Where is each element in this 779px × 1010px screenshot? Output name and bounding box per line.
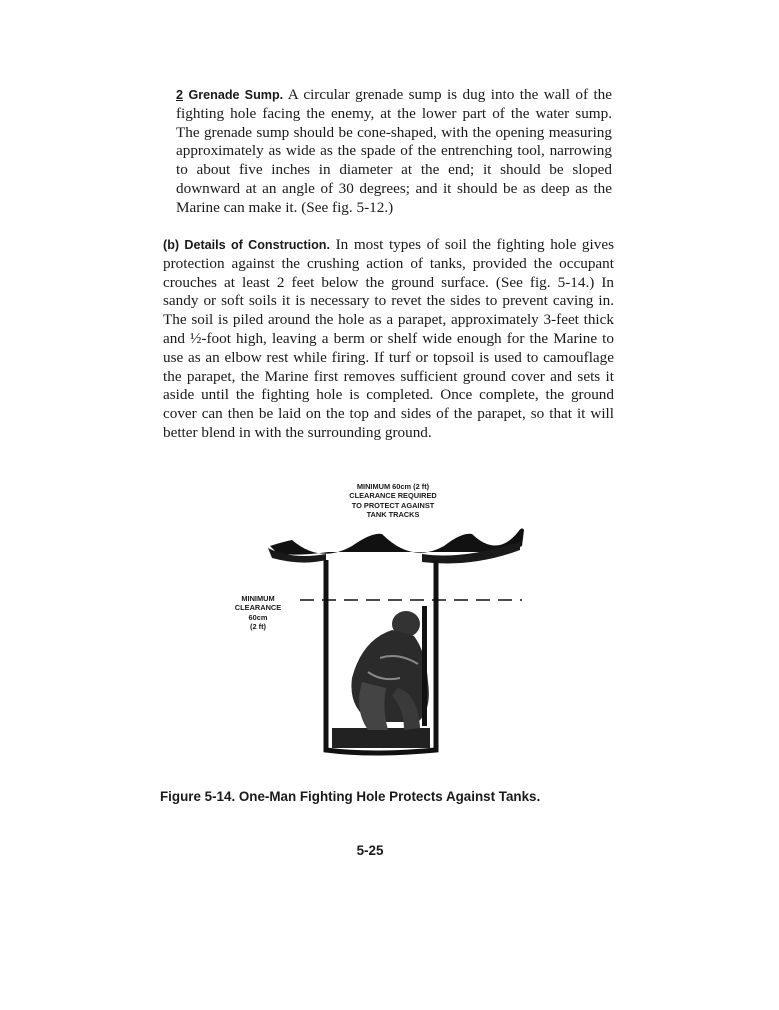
- tank-track-shape: [270, 528, 524, 554]
- paragraph-body: In most types of soil the fighting hole gives protection against the crushing action of tanks, provided the occupant crouches at least 2 feet below the ground surface. (See fig. 5-14.) In sandy or soft soils it is necessary to revet the sides to prevent caving in. The soil is piled around the hole as a parapet, approximately 3-feet thick and ½-foot high, leaving a berm or shelf wide enough for the Marine to use as an elbow rest while firing. If turf or topsoil is used to camouflage the parapet, the Marine first removes sufficient ground cover and sets it aside until the fighting hole is completed. Once complete, the ground cover can then be laid on the top and sides of the parapet, so that it will better blend in with the surrounding ground.: [163, 236, 614, 441]
- paragraph-grenade-sump: [176, 86, 612, 218]
- paragraph-number: 2: [176, 88, 184, 102]
- figure-fighting-hole: [222, 482, 532, 762]
- hole-floor: [332, 728, 430, 748]
- paragraph-details-of-construction: [163, 236, 614, 443]
- paragraph-heading: Grenade Sump.: [188, 88, 284, 102]
- figure-label-minimum-clearance: MINIMUM CLEARANCE 60cm (2 ft): [234, 594, 282, 632]
- crouching-marine-figure: [351, 606, 428, 730]
- figure-label-clearance-required: MINIMUM 60cm (2 ft) CLEARANCE REQUIRED TO PROTECT AGAINST TANK TRACKS: [349, 482, 437, 520]
- fighting-hole-illustration: [222, 482, 532, 762]
- page-number: 5-25: [356, 843, 384, 858]
- paragraph-body: A circular grenade sump is dug into the wall of the fighting hole facing the enemy, at the lower part of the water sump. The grenade sump should be cone-shaped, with the opening measuring approximately as wide as the spade of the entrenching tool, narrowing to about five inches in diameter at the end; it should be sloped downward at an angle of 30 degrees; and it should be as deep as the Marine can make it. (See fig. 5-12.): [176, 86, 612, 216]
- figure-caption: Figure 5-14. One-Man Fighting Hole Protects Against Tanks.: [160, 789, 541, 804]
- paragraph-heading: (b) Details of Construction.: [163, 238, 330, 252]
